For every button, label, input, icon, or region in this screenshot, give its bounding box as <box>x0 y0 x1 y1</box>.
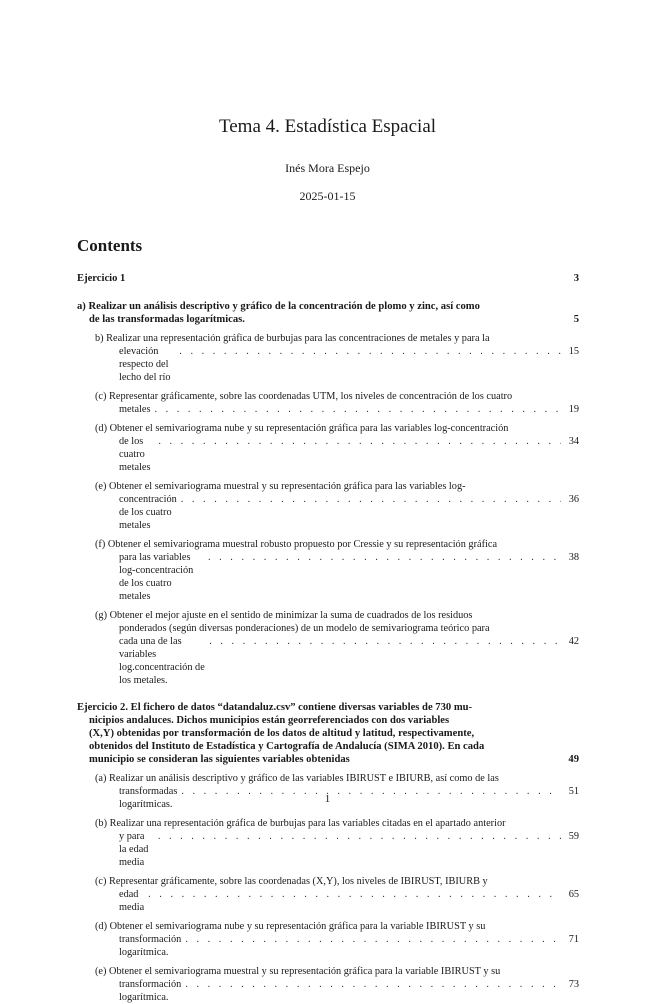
toc-entry-label-line: ponderados (según diversas ponderaciones) de un modelo de semivariograma teórico para <box>119 623 490 634</box>
toc-entry-section-a[interactable] <box>77 300 579 326</box>
toc-entry-subsection-f[interactable] <box>77 538 579 603</box>
toc-entry-label-line: b) Realizar una representación gráfica de burbujas para las concentraciones de metales y para la <box>95 333 490 344</box>
toc-entry-subsection-e[interactable] <box>77 480 579 532</box>
dot-leader <box>209 635 561 648</box>
toc-entry-page: 71 <box>568 934 579 945</box>
toc-entry-ej2-subsection-d[interactable] <box>77 920 579 959</box>
document-date: 2025-01-15 <box>299 189 356 203</box>
toc-entry-page: 19 <box>568 404 579 415</box>
toc-entry-label-line: edad media <box>119 889 145 913</box>
toc-entry-subsection-g[interactable] <box>77 609 579 687</box>
toc-entry-page: 51 <box>568 786 579 797</box>
toc-entry-label-line: transformación logarítmica. <box>119 934 182 958</box>
toc-entry-label-line: obtenidos del Instituto de Estadística y Cartografía de Andalucía (SIMA 2010). En cada <box>89 741 485 752</box>
toc-entry-page: 65 <box>568 889 579 900</box>
table-of-contents <box>77 272 579 1004</box>
toc-entry-ejercicio-2[interactable] <box>77 701 579 766</box>
toc-entry-page: 3 <box>573 273 579 284</box>
toc-entry-ejercicio-1[interactable] <box>77 272 579 285</box>
toc-entry-label-line: (c) Representar gráficamente, sobre las coordenadas (X,Y), los niveles de IBIRUST, IBIURB y <box>95 876 488 887</box>
toc-entry-label-line: metales <box>119 404 151 415</box>
document-author: Inés Mora Espejo <box>285 161 370 175</box>
toc-entry-label-line: para las variables log-concentración de los cuatro metales <box>119 552 194 602</box>
toc-entry-label-line: (b) Realizar una representación gráfica de burbujas para las variables citadas en el apartado anterior <box>95 818 506 829</box>
toc-entry-ej2-subsection-b[interactable] <box>77 817 579 869</box>
toc-entry-page: 5 <box>573 314 579 325</box>
toc-entry-label-line: (g) Obtener el mejor ajuste en el sentido de minimizar la suma de cuadrados de los residuos <box>95 610 473 621</box>
toc-entry-label-line: de las transformadas logarítmicas. <box>89 314 245 325</box>
toc-entry-ej2-subsection-e[interactable] <box>77 965 579 1004</box>
toc-entry-label-line: cada una de las variables log.concentración de los metales. <box>119 636 205 686</box>
toc-entry-label-line: elevación respecto del lecho del río <box>119 346 171 383</box>
toc-entry-ej2-subsection-c[interactable] <box>77 875 579 914</box>
dot-leader <box>158 435 561 448</box>
toc-entry-page: 73 <box>568 979 579 990</box>
toc-entry-label-line: a) Realizar un análisis descriptivo y gráfico de la concentración de plomo y zinc, así como <box>77 301 480 312</box>
toc-entry-label-line: (e) Obtener el semivariograma muestral y su representación gráfica para la variable IBIRUST y su <box>95 966 501 977</box>
dot-leader <box>154 403 561 416</box>
toc-entry-label-line: transformación logarítmica. <box>119 979 182 1003</box>
toc-entry-label: Ejercicio 1 <box>77 273 126 284</box>
dot-leader <box>148 888 561 901</box>
toc-entry-page: 59 <box>568 831 579 842</box>
toc-entry-label-line: (a) Realizar un análisis descriptivo y gráfico de las variables IBIRUST e IBIURB, así como de las <box>95 773 499 784</box>
toc-entry-subsection-c[interactable] <box>77 390 579 416</box>
toc-entry-label-line: transformadas logarítmicas. <box>119 786 178 810</box>
toc-entry-subsection-b[interactable] <box>77 332 579 384</box>
toc-entry-page: 36 <box>568 494 579 505</box>
toc-entry-label-line: (e) Obtener el semivariograma muestral y su representación gráfica para las variables log- <box>95 481 466 492</box>
toc-entry-subsection-d[interactable] <box>77 422 579 474</box>
toc-entry-page: 34 <box>568 436 579 447</box>
toc-entry-label-line: (d) Obtener el semivariograma nube y su representación gráfica para las variables log-concentración <box>95 423 509 434</box>
toc-entry-label-line: (c) Representar gráficamente, sobre las coordenadas UTM, los niveles de concentración de los cuatro <box>95 391 513 402</box>
toc-entry-label-line: municipio se consideran las siguientes variables obtenidas <box>89 754 350 765</box>
dot-leader <box>208 551 561 564</box>
toc-entry-page: 42 <box>568 636 579 647</box>
toc-entry-label-line: concentración de los cuatro metales <box>119 494 177 531</box>
toc-entry-label-line: (X,Y) obtenidas por transformación de los datos de altitud y latitud, respectivamente, <box>89 728 475 739</box>
toc-entry-page: 15 <box>568 346 579 357</box>
dot-leader <box>179 345 561 358</box>
contents-heading: Contents <box>77 236 143 255</box>
toc-entry-page: 38 <box>568 552 579 563</box>
page-number: 1 <box>324 793 331 805</box>
toc-entry-page: 49 <box>568 754 579 765</box>
toc-entry-label-line: nicipios andaluces. Dichos municipios están georreferenciados con dos variables <box>89 715 450 726</box>
toc-entry-label-line: de los cuatro metales <box>119 436 151 473</box>
dot-leader <box>158 830 561 843</box>
toc-entry-label-line: (d) Obtener el semivariograma nube y su representación gráfica para la variable IBIRUST y su <box>95 921 486 932</box>
dot-leader <box>185 933 561 946</box>
dot-leader <box>185 978 561 991</box>
toc-entry-label-line: (f) Obtener el semivariograma muestral robusto propuesto por Cressie y su representación gráfica <box>95 539 498 550</box>
toc-entry-label-line: Ejercicio 2. El fichero de datos “datandaluz.csv” contiene diversas variables de 730 mu- <box>77 702 473 713</box>
toc-entry-label-line: y para la edad media <box>119 831 149 868</box>
toc-entry-ej2-subsection-a[interactable] <box>77 772 579 811</box>
document-title: Tema 4. Estadística Espacial <box>218 116 437 137</box>
dot-leader <box>181 493 561 506</box>
